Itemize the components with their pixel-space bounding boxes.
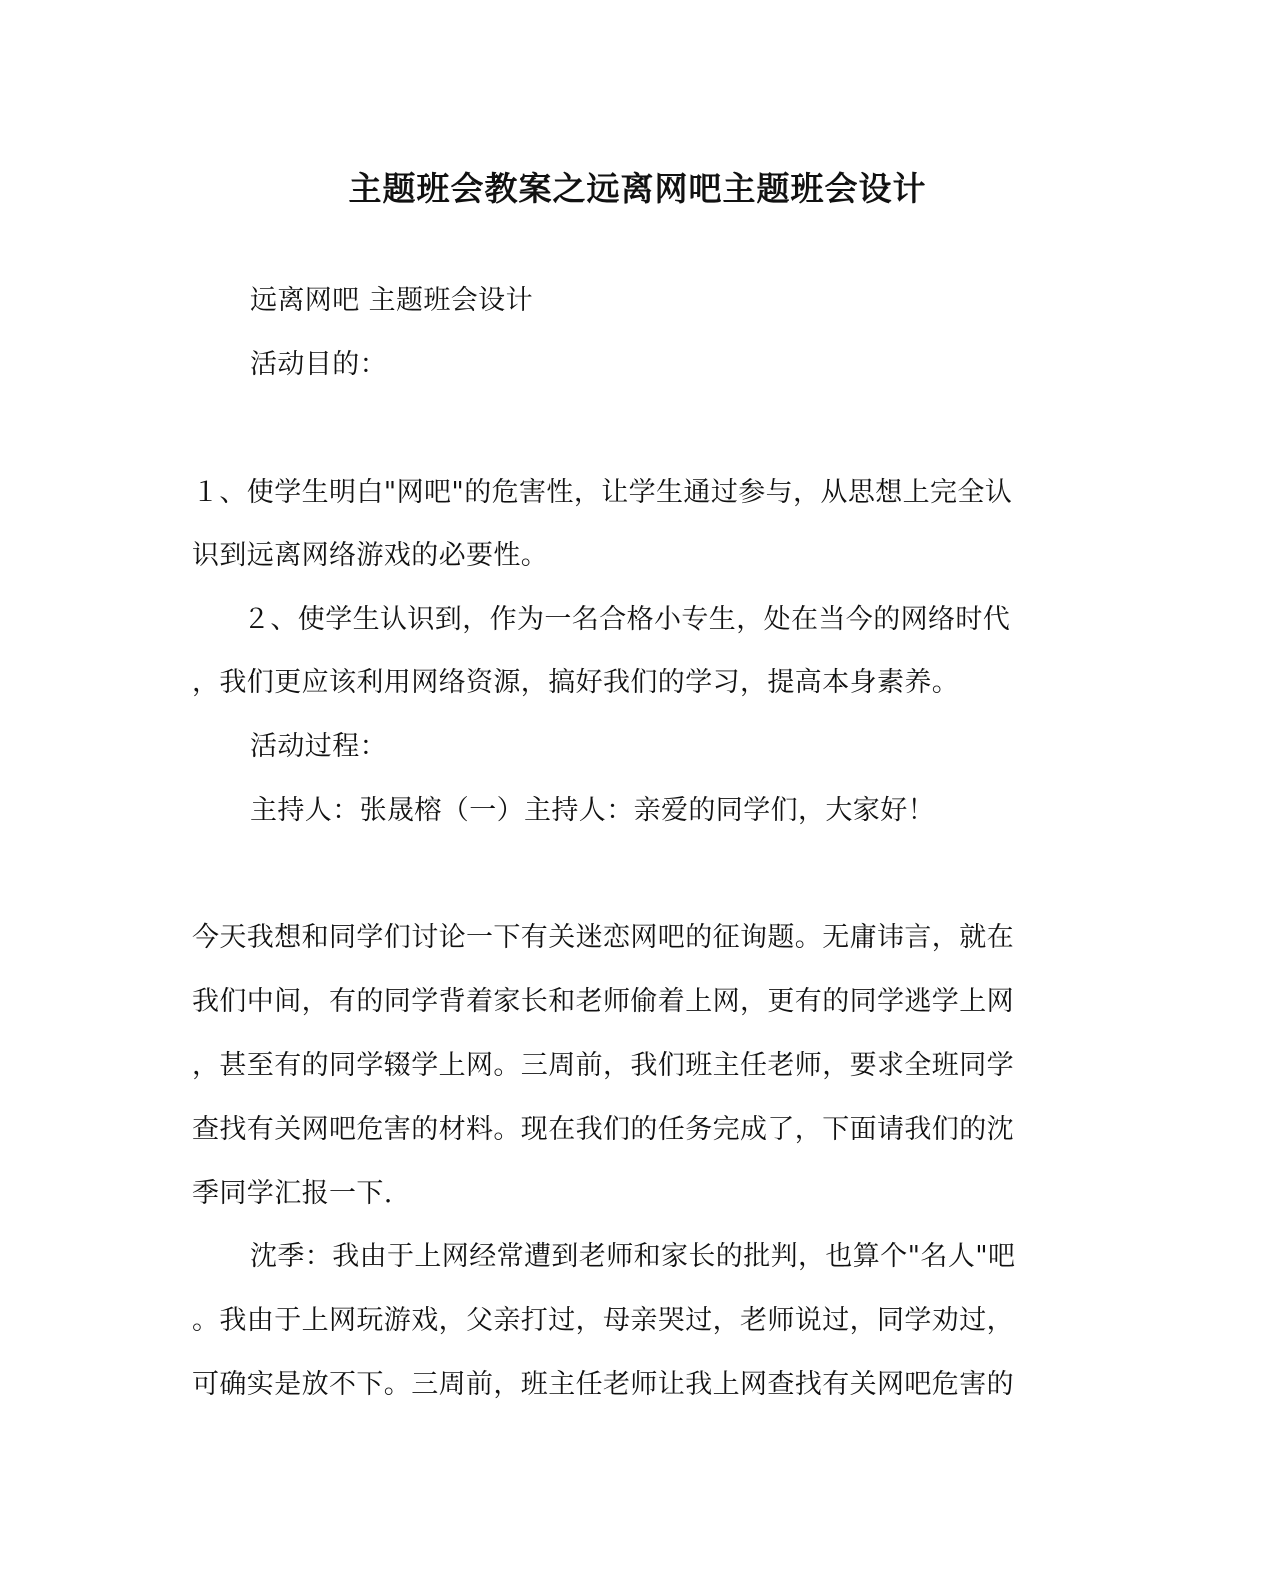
text-line-7: 活动过程： (250, 731, 387, 762)
text-line-14: 沈季：我由于上网经常遭到老师和家长的批判，也算个"名人"吧 (250, 1241, 1016, 1272)
text-line-11: ，甚至有的同学辍学上网。三周前，我们班主任老师，要求全班同学 (192, 1050, 1014, 1081)
text-line-12: 查找有关网吧危害的材料。现在我们的任务完成了，下面请我们的沈 (192, 1114, 1014, 1145)
text-line-8: 主持人：张晟榕（一）主持人：亲爱的同学们，大家好！ (250, 795, 935, 826)
text-line-2: 活动目的： (250, 349, 387, 380)
text-line-4: 识到远离网络游戏的必要性。 (192, 540, 549, 571)
text-line-16: 可确实是放不下。三周前，班主任老师让我上网查找有关网吧危害的 (192, 1369, 1014, 1400)
text-line-15: 。我由于上网玩游戏，父亲打过，母亲哭过，老师说过，同学劝过， (192, 1305, 1014, 1336)
text-line-6: ，我们更应该利用网络资源，搞好我们的学习，提高本身素养。 (192, 667, 960, 698)
text-line-13: 季同学汇报一下. (192, 1178, 393, 1209)
text-line-5: ２、使学生认识到，作为一名合格小专生，处在当今的网络时代 (243, 604, 1011, 635)
text-line-9: 今天我想和同学们讨论一下有关迷恋网吧的征询题。无庸讳言，就在 (192, 922, 1014, 953)
document-title: 主题班会教案之远离网吧主题班会设计 (348, 169, 927, 208)
text-line-1: 远离网吧 主题班会设计 (250, 285, 533, 316)
text-line-3: １、使学生明白"网吧"的危害性，让学生通过参与，从思想上完全认 (192, 477, 1013, 508)
text-line-10: 我们中间，有的同学背着家长和老师偷着上网，更有的同学逃学上网 (192, 986, 1014, 1017)
